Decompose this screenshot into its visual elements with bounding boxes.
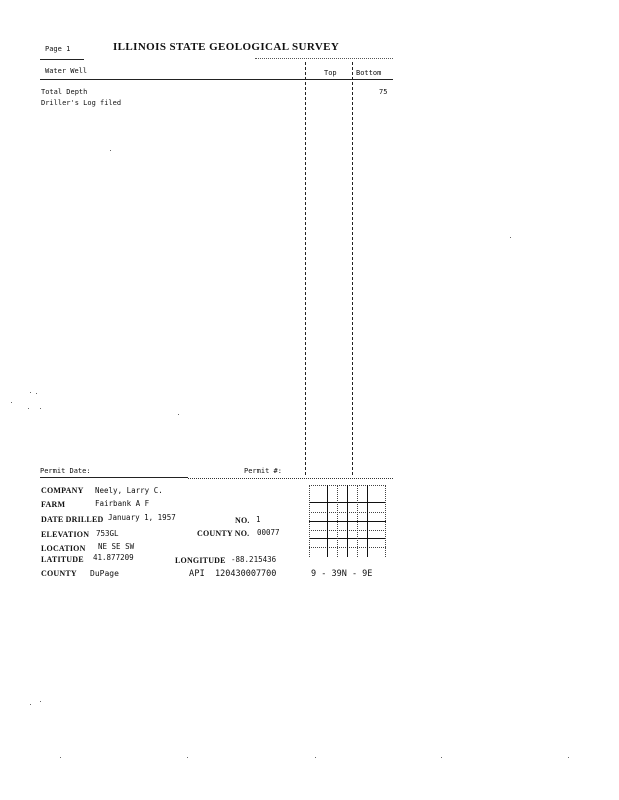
permit-rule-right (188, 478, 393, 479)
township-range: 9 - 39N - 9E (311, 569, 373, 579)
scan-speck (40, 408, 41, 409)
scan-speck (178, 414, 179, 415)
county-no-value: 00077 (257, 528, 280, 537)
scan-speck (510, 237, 511, 238)
scan-speck (40, 701, 41, 702)
permit-date-label: Permit Date: (40, 467, 91, 475)
scan-speck (315, 757, 316, 758)
api-label: API (189, 569, 205, 579)
scan-speck (441, 757, 442, 758)
well-no-value: 1 (256, 515, 261, 524)
county-no-label: COUNTY NO. (197, 529, 250, 538)
date-drilled-value: January 1, 1957 (108, 513, 176, 522)
elevation-value: 753GL (96, 529, 119, 538)
table-header-rule (40, 79, 393, 80)
elevation-label: ELEVATION (41, 530, 90, 539)
header-rule-left (40, 59, 84, 60)
scan-speck (568, 757, 569, 758)
latitude-value: 41.877209 (93, 553, 134, 562)
scan-speck (30, 704, 31, 705)
column-rule-bottom (352, 62, 353, 475)
scan-speck (11, 402, 12, 403)
scan-speck (30, 392, 31, 393)
longitude-value: -88.215436 (231, 555, 277, 564)
column-rule-top (305, 62, 306, 475)
api-value: 120430007700 (215, 569, 277, 579)
header-rule-right (255, 58, 393, 59)
permit-number-label: Permit #: (244, 467, 282, 475)
location-label: LOCATION (41, 544, 86, 553)
county-label: COUNTY (41, 569, 77, 578)
col-bottom-header: Bottom (356, 69, 382, 77)
date-drilled-label: DATE DRILLED (41, 515, 104, 524)
scan-speck (110, 150, 111, 151)
farm-value: Fairbank A F (95, 499, 150, 508)
permit-rule-left (40, 477, 188, 478)
scan-speck (36, 393, 37, 394)
company-label: COMPANY (41, 486, 84, 495)
col-description-header: Water Well (45, 67, 88, 75)
survey-title: ILLINOIS STATE GEOLOGICAL SURVEY (113, 41, 340, 53)
section-grid (309, 485, 386, 557)
col-top-header: Top (324, 69, 337, 77)
location-value: NE SE SW (98, 542, 135, 551)
well-no-label: NO. (235, 516, 250, 525)
latitude-label: LATITUDE (41, 555, 84, 564)
scan-speck (60, 757, 61, 758)
company-value: Neely, Larry C. (95, 486, 163, 495)
longitude-label: LONGITUDE (175, 556, 226, 565)
scan-speck (187, 757, 188, 758)
log-row-bottom: 75 (379, 88, 388, 96)
county-value: DuPage (90, 569, 119, 578)
scan-speck (28, 408, 29, 409)
farm-label: FARM (41, 500, 66, 509)
page-number: Page 1 (45, 45, 71, 53)
log-row-description: Total Depth (41, 88, 88, 96)
log-row-description: Driller's Log filed (41, 99, 122, 107)
